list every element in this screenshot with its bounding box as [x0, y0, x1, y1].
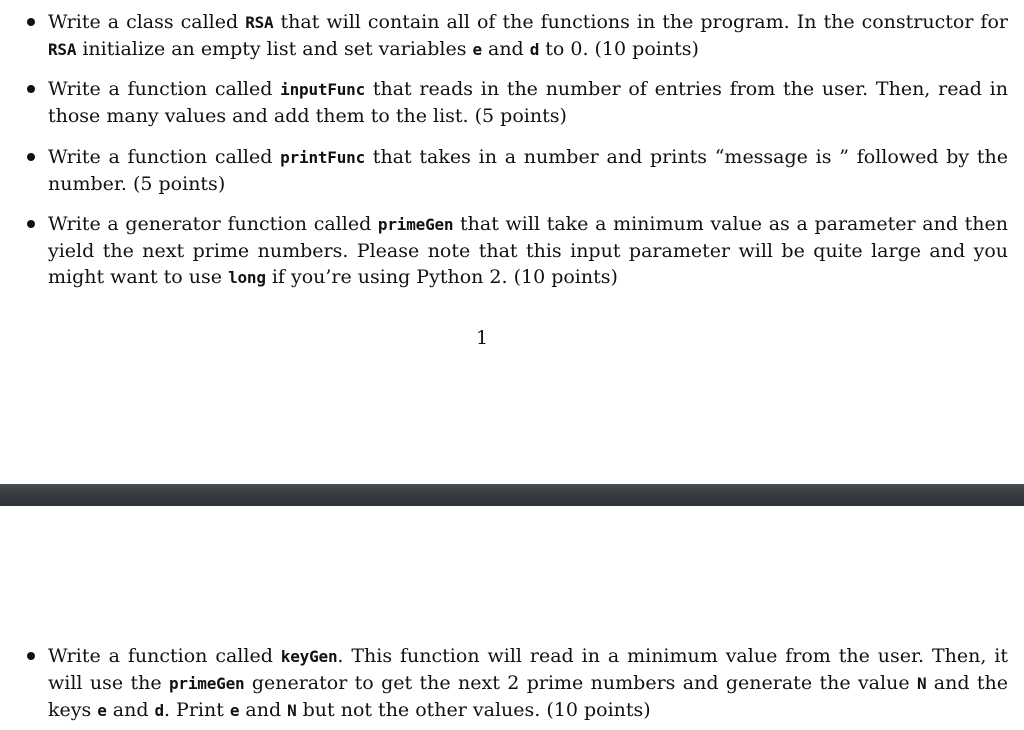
code-identifier: e	[97, 701, 107, 720]
text-run: and	[481, 38, 530, 60]
code-identifier: e	[229, 701, 240, 720]
text-run: Write a class called	[48, 11, 246, 33]
text-run: and	[239, 699, 288, 721]
code-identifier: primeGen	[168, 674, 245, 693]
text-run: that will contain all of the functions in the program. In the constructor for	[273, 11, 1008, 33]
text-run: Write a function called	[48, 78, 281, 100]
list-item	[24, 76, 1008, 129]
text-run: . This function will read in a minimum value from the user. Then, it will use the	[48, 645, 1009, 694]
code-identifier: keyGen	[280, 647, 338, 666]
text-run: that will take a minimum value as a parameter and then yield the next prime numbers. Please note that this input parameter will be quite large and you might want to use	[48, 213, 1008, 288]
text-run: that takes in a number and prints “message is ” followed by the number. (5 points)	[48, 146, 1008, 195]
code-identifier: primeGen	[377, 215, 454, 234]
text-run: that reads in the number of entries from the user. Then, read in those many values and add them to the list. (5 points)	[48, 78, 1008, 127]
code-identifier: RSA	[48, 40, 77, 59]
page-separator	[0, 484, 1024, 506]
page-number: 1	[476, 327, 489, 349]
item-text	[48, 78, 1008, 127]
code-identifier: long	[228, 268, 266, 287]
text-run: and the keys	[48, 672, 1008, 721]
code-identifier: d	[529, 40, 540, 59]
code-identifier: d	[154, 701, 164, 720]
text-run: Write a generator function called	[48, 213, 378, 235]
item-text	[48, 645, 1008, 721]
text-run: initialize an empty list and set variables	[76, 38, 473, 60]
code-identifier: inputFunc	[280, 80, 366, 99]
bullet-icon	[27, 85, 35, 93]
bullet-icon	[27, 652, 35, 660]
list-item	[24, 211, 1008, 291]
item-text	[48, 146, 1008, 195]
code-identifier: printFunc	[280, 148, 366, 167]
text-run: generator to get the next 2 prime numbers and generate the value	[244, 672, 917, 694]
text-run: if you’re using Python 2. (10 points)	[265, 266, 618, 288]
list-item	[24, 9, 1008, 63]
list-item	[24, 643, 1008, 724]
bullet-icon	[27, 153, 35, 161]
bullet-icon	[27, 220, 35, 228]
document-page-2	[0, 506, 1024, 730]
text-run: but not the other values. (10 points)	[296, 699, 651, 721]
text-run: and	[106, 699, 155, 721]
text-run: Write a function called	[48, 146, 281, 168]
item-text	[48, 213, 1008, 288]
code-identifier: N	[287, 701, 297, 720]
code-identifier: RSA	[245, 13, 274, 32]
code-identifier: N	[916, 674, 927, 693]
code-identifier: e	[472, 40, 482, 59]
text-run: Write a function called	[48, 645, 281, 667]
text-run: to 0. (10 points)	[539, 38, 699, 60]
bullet-icon	[27, 18, 35, 26]
list-item	[24, 144, 1008, 197]
item-text	[48, 11, 1008, 60]
text-run: . Print	[163, 699, 230, 721]
